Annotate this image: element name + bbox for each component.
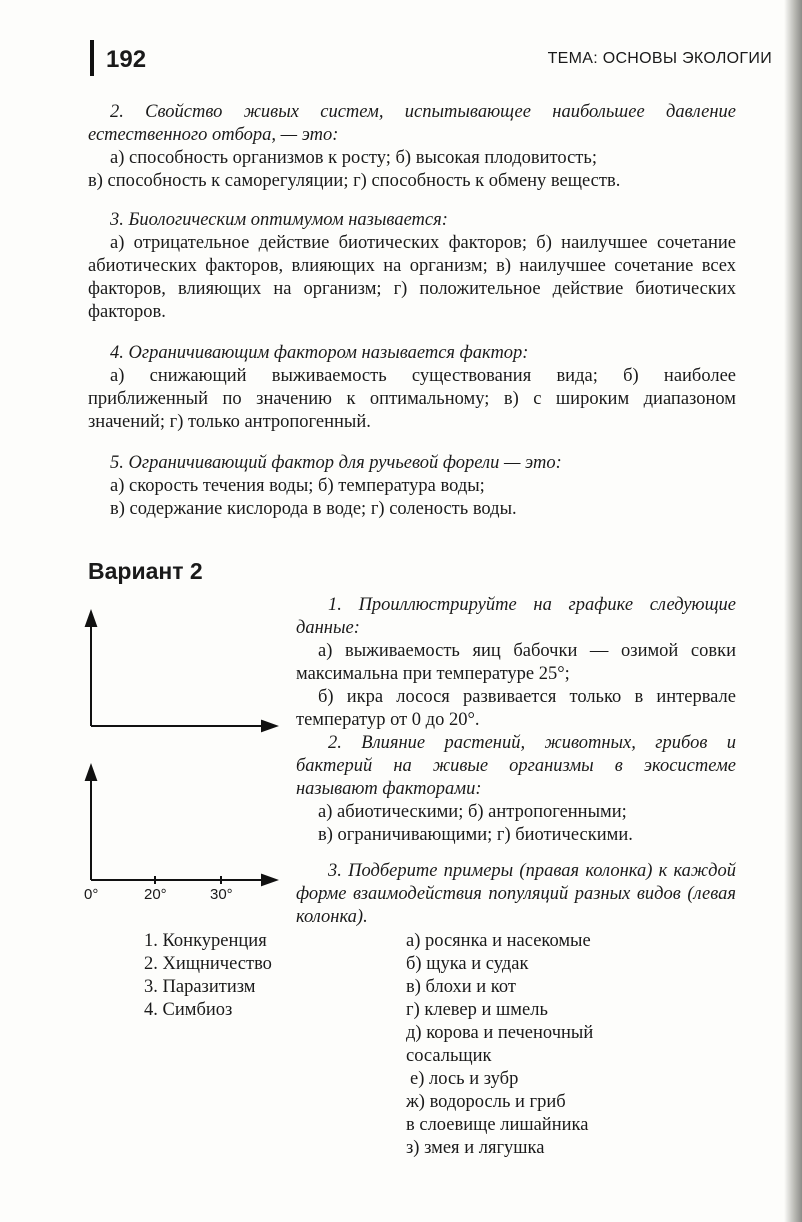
list-item: з) змея и лягушка xyxy=(406,1138,545,1158)
list-item: а) росянка и насекомые xyxy=(406,931,591,951)
list-item: сосальщик xyxy=(406,1046,492,1066)
graph-tick-0: 0° xyxy=(84,886,99,903)
task-3-text: 3. Подберите примеры (правая колонка) к каждой форме взаимодействия популяций разных видов (левая колонка). xyxy=(296,861,736,927)
list-item: е) лось и зубр xyxy=(410,1069,519,1089)
list-item: 3. Паразитизм xyxy=(144,977,256,997)
list-item: б) щука и судак xyxy=(406,954,529,974)
list-item: 2. Хищничество xyxy=(144,954,272,974)
task-1-text: 1. Проиллюстрируйте на графике следующие данные: xyxy=(296,595,736,638)
question-4-options: а) снижающий выживаемость существования вида; б) наиболее приближенный по значению к оптимальному; в) с широким диапазоном значений; г) только антропогенный. xyxy=(88,366,736,432)
question-5-options-line-1: а) скорость течения воды; б) температура воды; xyxy=(110,476,485,496)
task-1 xyxy=(296,594,736,732)
graph-1-axes xyxy=(86,612,276,731)
graph-tick-30: 30° xyxy=(210,886,233,903)
graph-2-axes xyxy=(86,766,276,885)
task-1-a: а) выживаемость яиц бабочки — озимой совки максимальна при температуре 25°; xyxy=(296,641,736,684)
task-1-b: б) икра лосося развивается только в интервале температур от 0 до 20°. xyxy=(296,687,736,730)
question-4-text: 4. Ограничивающим фактором называется фактор: xyxy=(110,343,529,363)
list-item: г) клевер и шмель xyxy=(406,1000,548,1020)
page-topic: ТЕМА: ОСНОВЫ ЭКОЛОГИИ xyxy=(547,50,772,67)
variant-2-title: Вариант 2 xyxy=(88,558,203,584)
task-3 xyxy=(296,860,736,929)
interaction-forms-list xyxy=(144,930,272,1022)
question-2-options-line-1: а) способность организмов к росту; б) высокая плодовитость; xyxy=(110,148,597,168)
task-2-options-line-1: а) абиотическими; б) антропогенными; xyxy=(318,802,627,822)
question-5-text: 5. Ограничивающий фактор для ручьевой форели — это: xyxy=(110,453,562,473)
task-2-options-line-2: в) ограничивающими; г) биотическими. xyxy=(318,825,633,845)
task-2 xyxy=(296,732,736,847)
task-2-text: 2. Влияние растений, животных, грибов и бактерий на живые организмы в экосистеме называют факторами: xyxy=(296,733,736,799)
question-2-text: 2. Свойство живых систем, испытывающее наибольшее давление естественного отбора, — это: xyxy=(88,102,736,145)
question-3-text: 3. Биологическим оптимумом называется: xyxy=(110,210,448,230)
list-item: в слоевище лишайника xyxy=(406,1115,589,1135)
list-item: в) блохи и кот xyxy=(406,977,516,997)
question-5-options-line-2: в) содержание кислорода в воде; г) соленость воды. xyxy=(110,499,517,519)
examples-list xyxy=(406,930,593,1160)
list-item: 4. Симбиоз xyxy=(144,1000,233,1020)
list-item: ж) водоросль и гриб xyxy=(406,1092,566,1112)
list-item: д) корова и печеночный xyxy=(406,1023,594,1043)
page-number: 192 xyxy=(106,46,147,73)
question-3-options: а) отрицательное действие биотических факторов; б) наилучшее сочетание абиотических факторов, влияющих на организм; в) наилучшее сочетание всех факторов, влияющих на организм; г) положительное действие биотических факторов. xyxy=(88,233,736,322)
graph-tick-20: 20° xyxy=(144,886,167,903)
list-item: 1. Конкуренция xyxy=(144,931,267,951)
question-2-options-line-2: в) способность к саморегуляции; г) способность к обмену веществ. xyxy=(88,171,621,191)
